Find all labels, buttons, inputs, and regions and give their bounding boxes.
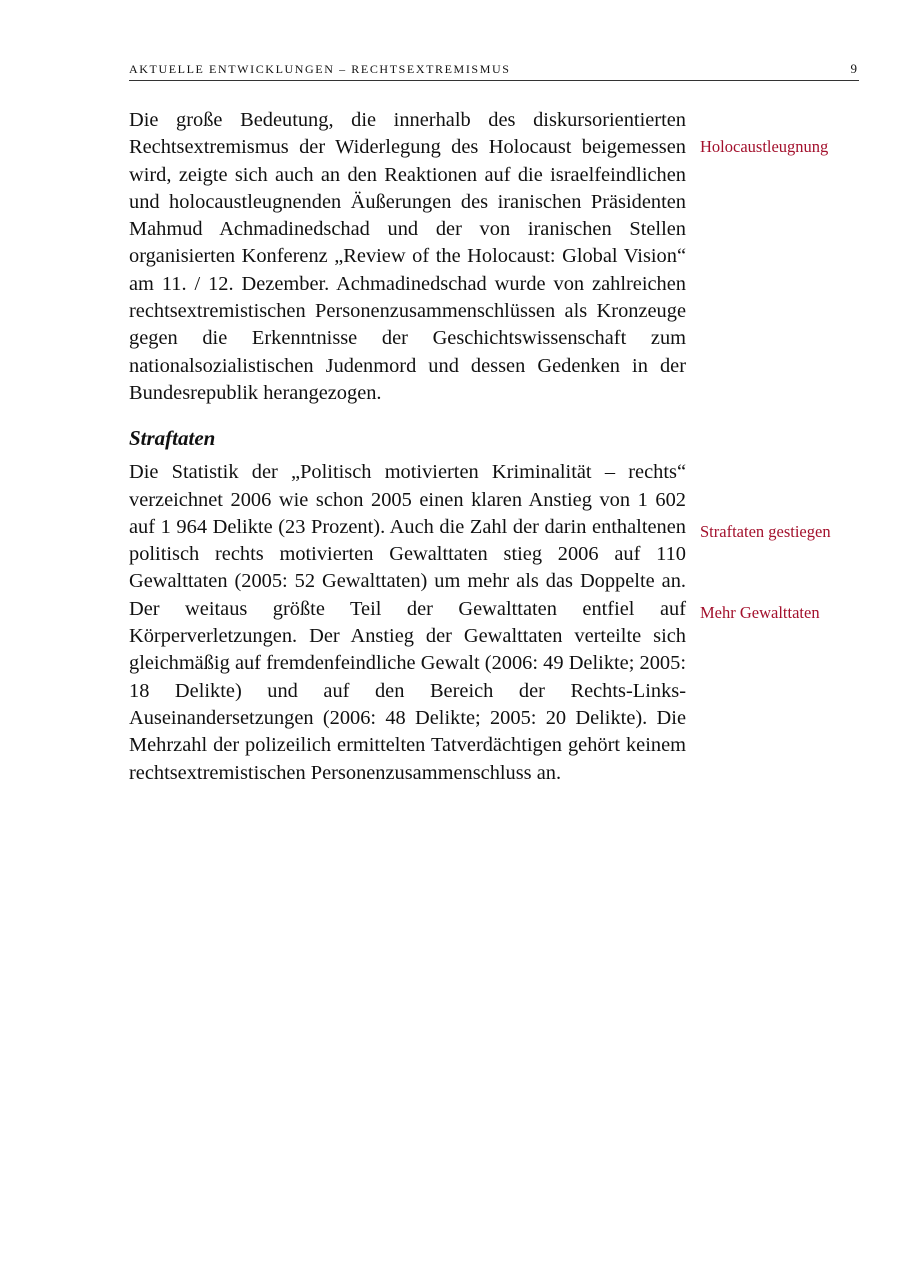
paragraph-holocaust: Die große Bedeutung, die innerhalb des diskursorientierten Rechtsextremismus der Widerlegung des Holocaust beigemessen wird, zeigte sich auch an den Reaktionen auf die israelfeindlichen und holocaustleugnenden Äußerungen des iranischen Präsidenten Mahmud Achmadinedschad und der von iranischen Stellen organisierten Konferenz „Review of the Holocaust: Global Vision“ am 11. / 12. Dezember. Achmadinedschad wurde von zahlreichen rechtsextremistischen Personenzusammenschlüssen als Kronzeuge gegen die Erkenntnisse der Geschichtswissenschaft zum nationalsozialistischen Judenmord und dessen Gedenken in der Bundesrepublik herangezogen. xyxy=(129,109,686,404)
margin-note-mehr-gewalttaten: Mehr Gewalttaten xyxy=(700,603,820,622)
running-header xyxy=(129,60,859,81)
main-text-column xyxy=(129,107,686,787)
section-heading-straftaten: Straftaten xyxy=(129,426,216,451)
margin-note-holocaustleugnung: Holocaustleugnung xyxy=(700,137,829,156)
margin-note-straftaten-gestiegen: Straftaten gestiegen xyxy=(700,522,831,541)
header-title: AKTUELLE ENTWICKLUNGEN – RECHTSEXTREMISMUS xyxy=(129,62,511,76)
paragraph-straftaten: Die Statistik der „Politisch motivierten Kriminalität – rechts“ verzeichnet 2006 wie schon 2005 einen klaren Anstieg von 1 602 auf 1 964 Delikte (23 Prozent). Auch die Zahl der darin enthaltenen politisch rechts motivierten Gewalttaten stieg 2006 auf 110 Gewalttaten (2005: 52 Gewalttaten) um mehr als das Doppelte an. Der weitaus größte Teil der Gewalttaten entfiel auf Körperverletzungen. Der Anstieg der Gewalttaten verteilte sich gleichmäßig auf fremdenfeindliche Gewalt (2006: 49 Delikte; 2005: 18 Delikte) und auf den Bereich der Rechts-Links-Auseinandersetzungen (2006: 48 Delikte; 2005: 20 Delikte). Die Mehrzahl der polizeilich ermittelten Tatverdächtigen gehört keinem rechtsextremistischen Personenzusammenschluss an. xyxy=(129,461,686,784)
page-number: 9 xyxy=(850,61,857,76)
